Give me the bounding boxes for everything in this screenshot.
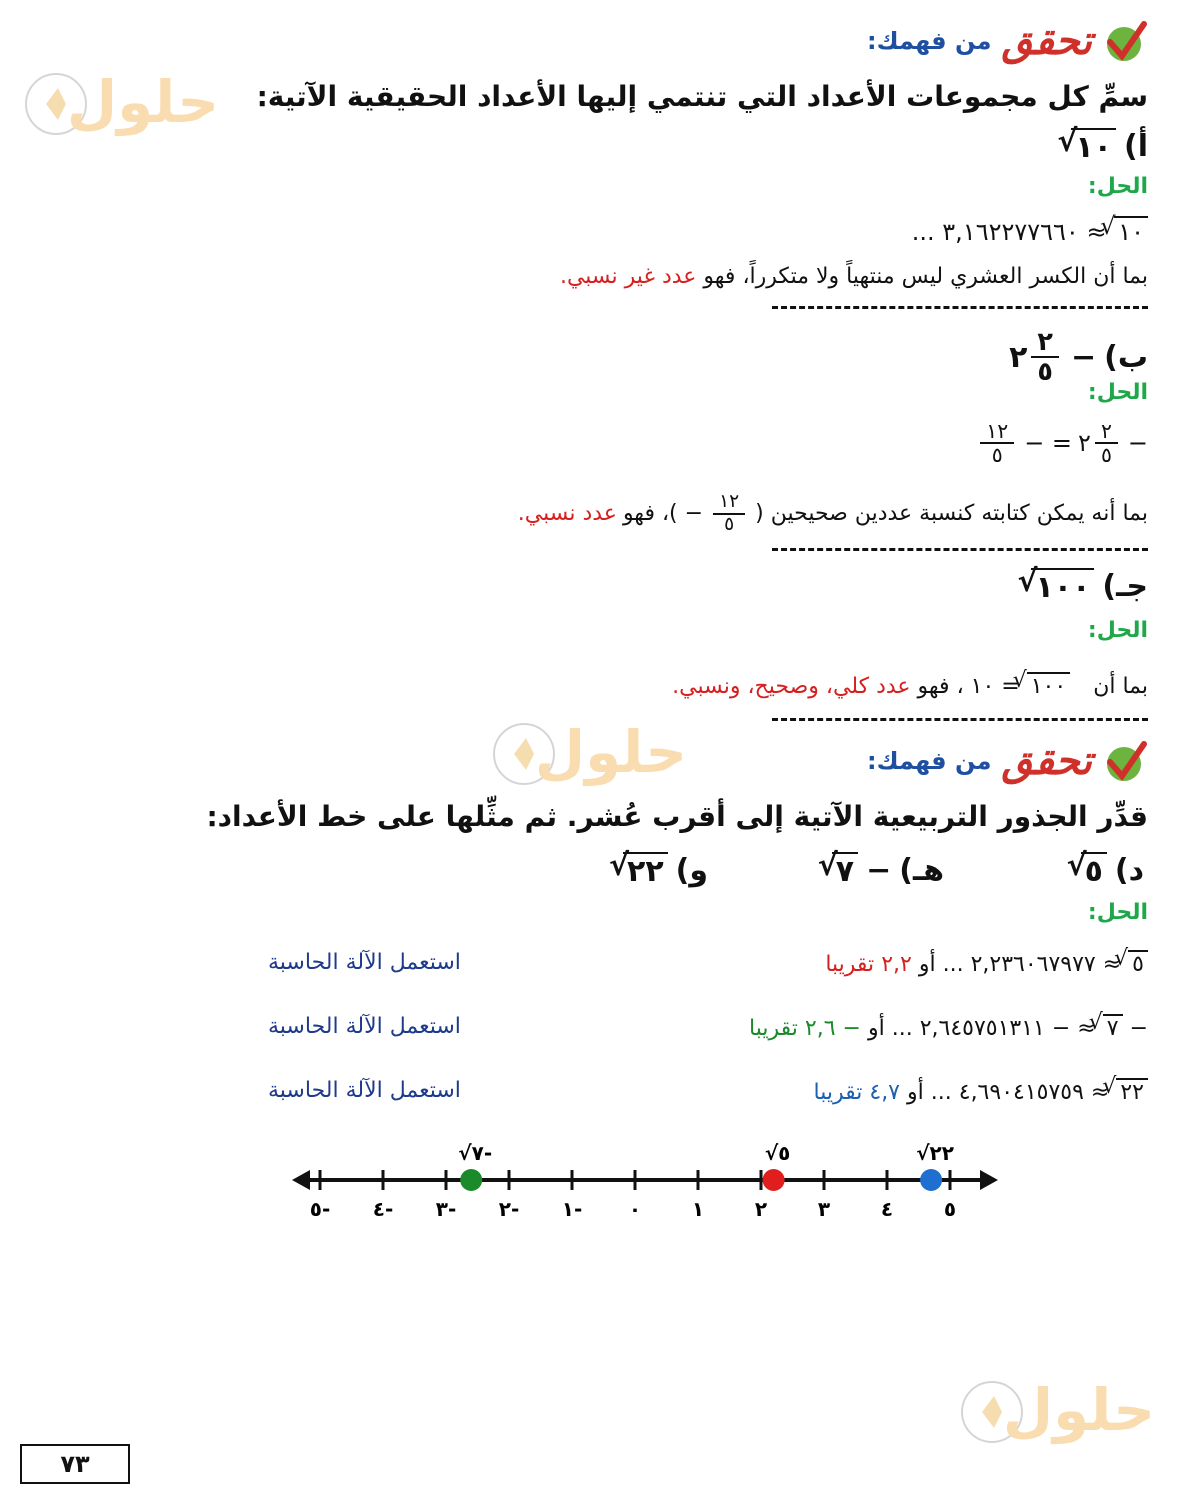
item-b-mixed	[1009, 328, 1063, 386]
item-b-whole: ٢	[1009, 339, 1028, 375]
estimate-row-approx: ≈ ٢,٢٣٦٠٦٧٩٧٧ ...	[942, 952, 1122, 977]
number-line-point	[920, 1169, 942, 1191]
divider	[772, 548, 1148, 551]
estimate-row-2	[749, 1014, 1148, 1041]
estimate-row-approx: ≈ ٤,٦٩٠٤١٥٧٥٩ ...	[930, 1080, 1110, 1105]
divider	[772, 306, 1148, 309]
checkmark-icon	[1102, 18, 1148, 64]
estimate-row-sign: −	[1129, 1016, 1148, 1041]
b-conclusion-text: بما أنه يمكن كتابته كنسبة عددين صحيحين (	[755, 501, 1148, 527]
b-lhs-sign: −	[1127, 429, 1148, 458]
c-conclusion-result: عدد كلي، وصحيح، ونسبي.	[672, 674, 911, 699]
number-line	[290, 1130, 1000, 1230]
c-conclusion-sqrt: ١٠٠ √	[1027, 672, 1070, 699]
number-line-tick-label: ٤	[880, 1197, 894, 1221]
calculator-note: استعمل الآلة الحاسبة	[268, 950, 461, 975]
right-arrow-icon	[980, 1170, 998, 1190]
b-equation	[976, 420, 1148, 467]
section2-subheading: من فهمك:	[867, 747, 992, 775]
a-conclusion-result: عدد غير نسبي.	[559, 264, 697, 289]
solution-label-c: الحل:	[1087, 618, 1148, 643]
estimate-row-1	[825, 950, 1148, 977]
b-lhs-num: ٢	[1095, 420, 1118, 444]
b-conclusion-close: − )، فهو	[622, 501, 704, 527]
item-d-sqrt: ٥ √	[1081, 852, 1107, 889]
solution-label-section2: الحل:	[1087, 900, 1148, 925]
item-b-den: ٥	[1037, 357, 1053, 388]
item-c-label: جـ)	[1102, 569, 1148, 604]
item-w-label: و)	[675, 853, 708, 888]
number-line-point-label: √٧-	[458, 1141, 493, 1165]
item-b-fraction	[1031, 328, 1059, 386]
item-b-label: ب)	[1104, 339, 1148, 375]
item-d-label: د)	[1114, 853, 1144, 888]
item-c-sqrt: ١٠٠ √	[1031, 568, 1094, 605]
section2-heading: تحقق	[1001, 738, 1092, 784]
number-line-tick-label: ٢-	[498, 1197, 520, 1221]
estimate-row-approx: ≈ − ٢,٦٤٥٧٥١٣١١ ...	[891, 1016, 1096, 1041]
b-lhs-den: ٥	[1100, 443, 1112, 468]
number-line-tick-label: ٥-	[309, 1197, 331, 1221]
estimate-row-3	[814, 1078, 1148, 1105]
b-rhs-num: ١٢	[980, 420, 1014, 444]
item-h-label: هـ)	[899, 853, 944, 888]
watermark-logo-icon	[24, 62, 234, 142]
estimate-row-or: أو	[907, 1080, 924, 1105]
estimate-row-result: ٤,٧ تقريبا	[813, 1080, 901, 1105]
c-conclusion	[672, 672, 1148, 699]
item-a-label: أ)	[1124, 129, 1148, 164]
estimate-row-or: أو	[918, 952, 936, 977]
divider	[772, 718, 1148, 721]
item-a	[1071, 128, 1148, 165]
estimate-row-sqrt: ٢٢ √	[1116, 1078, 1148, 1105]
b-rhs-fraction	[980, 420, 1014, 467]
a-approx-sqrt: ١٠ √	[1114, 216, 1148, 246]
number-line-tick-label: ٢	[754, 1197, 768, 1221]
section2-question: قدِّر الجذور التربيعية الآتية إلى أقرب عُشر. ثم مثِّلها على خط الأعداد:	[206, 800, 1148, 833]
svg-text:حلول: حلول	[1002, 1376, 1155, 1444]
section1-header	[867, 18, 1148, 64]
svg-text:حلول: حلول	[66, 68, 219, 136]
b-lhs-whole: ٢	[1078, 429, 1091, 458]
watermark-logo-icon	[960, 1370, 1170, 1450]
number-line-tick-label: ٣-	[435, 1197, 457, 1221]
a-conclusion-text: بما أن الكسر العشري ليس منتهياً ولا متكرراً، فهو	[703, 264, 1148, 289]
number-line-point	[763, 1169, 785, 1191]
number-line-point	[460, 1169, 482, 1191]
b-rhs-den: ٥	[991, 443, 1003, 468]
estimate-row-result: − ٢,٦ تقريبا	[749, 1016, 861, 1041]
checkmark-icon	[1102, 738, 1148, 784]
number-line-tick-label: ٥	[943, 1197, 957, 1221]
watermark-logo-3	[960, 1370, 1170, 1454]
solution-label-a: الحل:	[1087, 174, 1148, 199]
number-line-point-label: √٥	[764, 1141, 791, 1165]
number-line-tick-label: ١-	[561, 1197, 583, 1221]
calculator-note: استعمل الآلة الحاسبة	[268, 1014, 461, 1039]
a-approx-value: ≈ ٣,١٦٢٢٧٧٦٦٠ ...	[911, 218, 1107, 246]
b-conclusion-den: ٥	[724, 513, 735, 535]
number-line-tick-label: ٤-	[372, 1197, 394, 1221]
c-conclusion-eq: = ١٠ ، فهو	[917, 674, 1020, 699]
watermark-logo-2	[492, 712, 702, 796]
estimate-row-or: أو	[867, 1016, 885, 1041]
watermark-logo-1	[24, 62, 234, 146]
item-c	[1031, 568, 1148, 605]
b-conclusion-fraction	[713, 492, 745, 535]
b-conclusion	[518, 492, 1148, 535]
item-h-sign: −	[866, 853, 892, 888]
a-approx-line	[912, 216, 1148, 246]
number-line-tick-label: ٠	[628, 1197, 642, 1221]
section1-subheading: من فهمك:	[867, 27, 992, 55]
estimate-row-result: ٢,٢ تقريبا	[825, 952, 912, 977]
estimate-row-sqrt: ٧ √	[1103, 1014, 1123, 1041]
svg-text:حلول: حلول	[534, 718, 687, 786]
solution-label-b: الحل:	[1087, 380, 1148, 405]
b-lhs-fraction	[1095, 420, 1118, 467]
section1-heading: تحقق	[1001, 18, 1092, 64]
left-arrow-icon	[292, 1170, 310, 1190]
b-conclusion-result: عدد نسبي.	[517, 501, 617, 527]
item-h	[832, 852, 944, 889]
item-d	[1081, 852, 1144, 889]
b-lhs-mixed	[1078, 420, 1122, 467]
number-line-tick-label: ١	[691, 1197, 705, 1221]
item-h-sqrt: ٧ √	[832, 852, 858, 889]
a-conclusion	[560, 264, 1148, 289]
item-b	[1009, 328, 1148, 386]
item-w-sqrt: ٢٢ √	[623, 852, 668, 889]
section2-header	[867, 738, 1148, 784]
page-number: ٧٣	[20, 1444, 130, 1484]
item-b-sign: −	[1071, 339, 1097, 375]
item-b-num: ٢	[1031, 328, 1059, 358]
item-w	[623, 852, 708, 889]
number-line-tick-label: ٣	[817, 1197, 831, 1221]
watermark-logo-icon	[492, 712, 702, 792]
item-a-sqrt: ١٠ √	[1071, 128, 1116, 165]
number-line-point-label: √٢٢	[916, 1141, 954, 1165]
c-conclusion-text: بما أن	[1093, 674, 1148, 699]
b-conclusion-num: ١٢	[713, 492, 745, 515]
b-eq: = −	[1024, 429, 1073, 458]
calculator-note: استعمل الآلة الحاسبة	[268, 1078, 461, 1103]
estimate-row-sqrt: ٥ √	[1128, 950, 1148, 977]
section1-question: سمِّ كل مجموعات الأعداد التي تنتمي إليها الأعداد الحقيقية الآتية:	[256, 80, 1148, 113]
